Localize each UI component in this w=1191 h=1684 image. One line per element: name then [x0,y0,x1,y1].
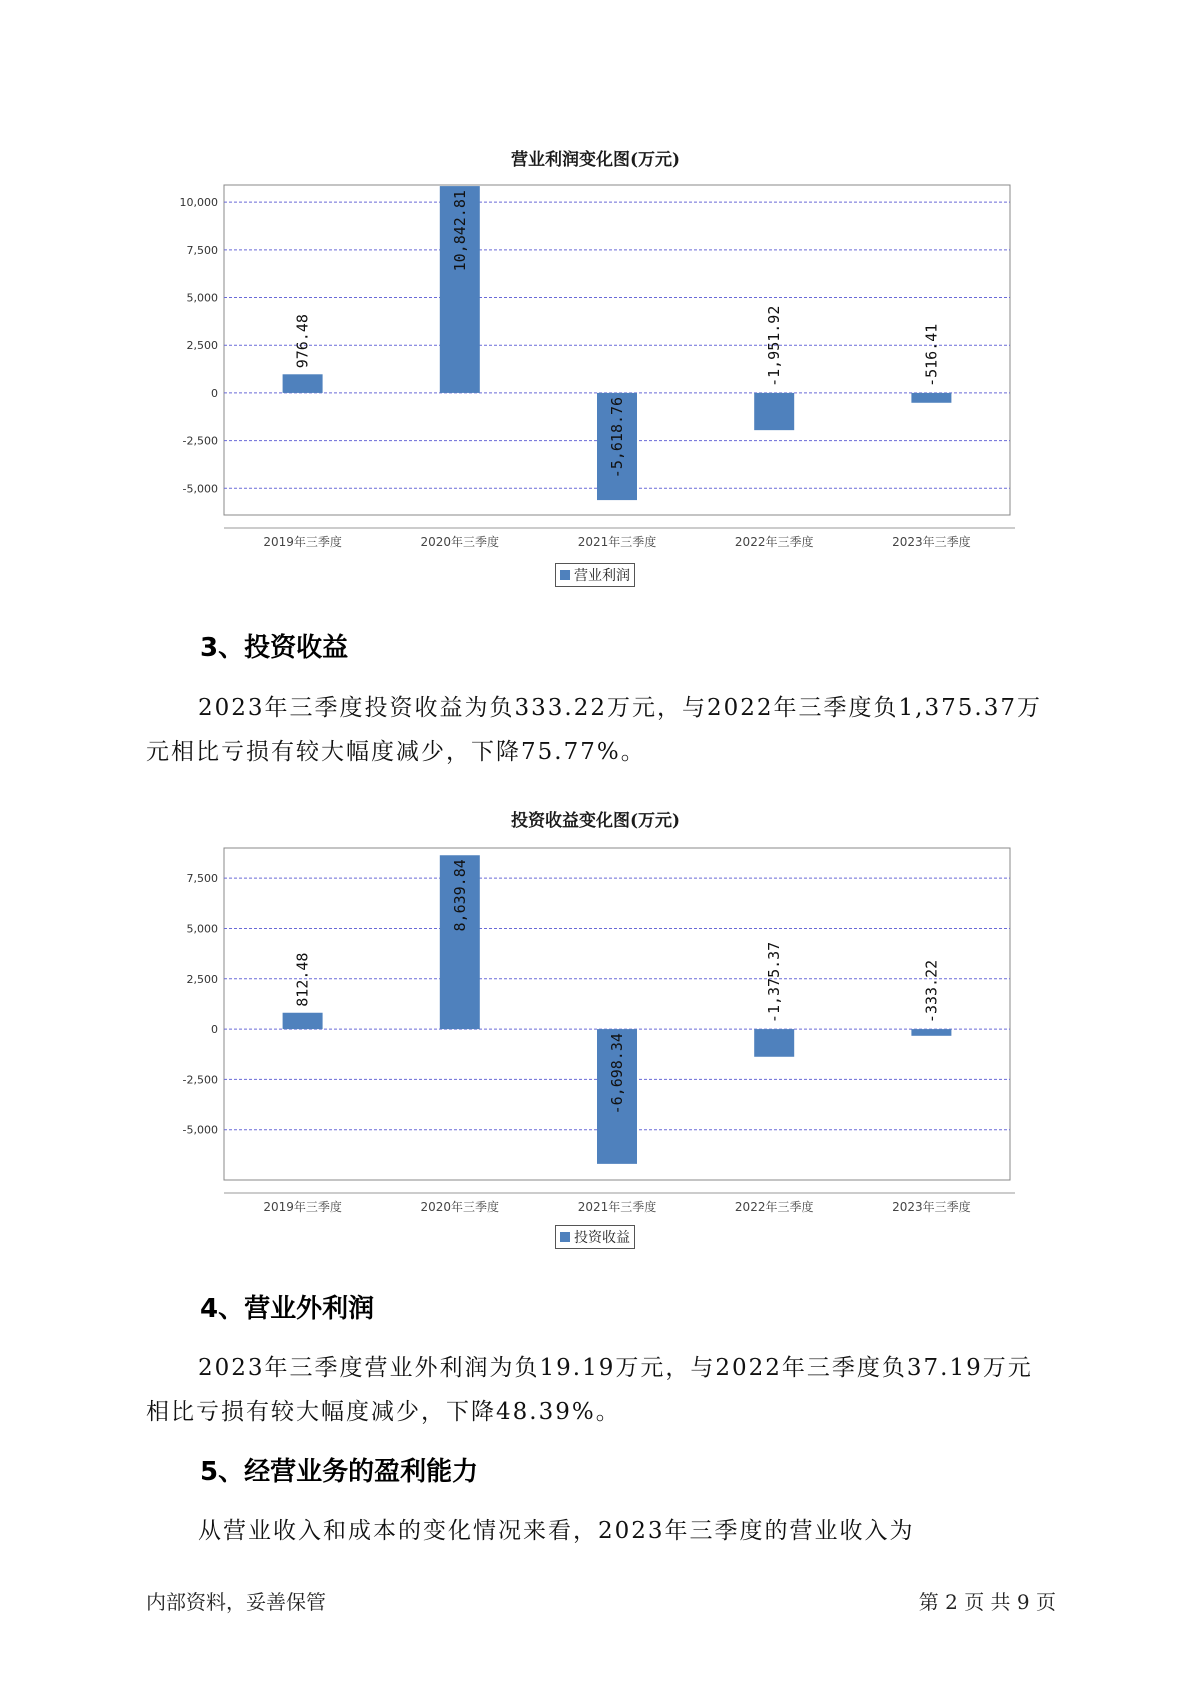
section4-heading: 4、营业外利润 [200,1294,375,1324]
chart2-plot [0,843,1191,1214]
chart1-ytick-label: -5,000 [182,482,218,496]
chart2-ytick-label: 7,500 [186,872,218,886]
section5-text: 从营业收入和成本的变化情况来看，2023年三季度的营业收入为 [198,1518,915,1544]
chart2-value-label: -333.22 [922,959,941,1024]
chart2-category-label: 2023年三季度 [892,1200,971,1214]
chart2-ytick-label: 5,000 [186,922,218,936]
section5-paragraph [146,1509,1046,1553]
section4-paragraph [146,1346,1046,1434]
chart2-category-label: 2022年三季度 [734,1200,814,1214]
chart1-category-label: 2019年三季度 [263,535,342,549]
chart2-category-label: 2021年三季度 [577,1200,657,1214]
chart2-bar [911,1029,951,1036]
chart2-legend [555,1225,635,1249]
chart2-value-label: -1,375.37 [765,941,784,1024]
chart1-plot [0,180,1191,549]
chart2-value-label: 812.48 [293,952,312,1007]
chart1-category-label: 2021年三季度 [577,535,657,549]
chart1-bar [283,374,323,393]
chart1-legend-label: 营业利润 [574,568,630,584]
chart1-value-label: -516.41 [922,323,941,387]
chart1-legend [555,563,635,587]
chart1-ytick-label: 5,000 [186,291,218,305]
chart1-value-label: -1,951.92 [765,305,784,387]
chart2-ytick-label: 0 [211,1023,218,1037]
chart2-ytick-label: -5,000 [182,1123,218,1137]
legend-swatch-icon [560,1232,570,1242]
chart2-title: 投资收益变化图(万元) [510,811,681,831]
chart1-ytick-label: -2,500 [182,434,218,448]
chart2-ytick-label: 2,500 [186,972,218,986]
chart2-category-label: 2019年三季度 [263,1200,342,1214]
section4-text: 2023年三季度营业外利润为负19.19万元，与2022年三季度负37.19万元相比亏损有较大幅度减少，下降48.39%。 [146,1355,1033,1425]
chart2-legend-label: 投资收益 [574,1230,630,1246]
chart1-title: 营业利润变化图(万元) [510,150,681,170]
chart2-bar [283,1013,323,1029]
section5-heading: 5、经营业务的盈利能力 [200,1457,479,1487]
chart1-bar [754,393,794,430]
chart1-ytick-label: 7,500 [186,243,218,257]
section3-heading: 3、投资收益 [200,633,349,663]
chart2-value-label: 8,639.84 [450,859,469,932]
chart1-category-label: 2022年三季度 [734,535,814,549]
chart2-category-label: 2020年三季度 [420,1200,500,1214]
chart2-ytick-label: -2,500 [182,1073,218,1087]
chart1-ytick-label: 0 [211,386,218,400]
section3-paragraph [146,686,1046,774]
chart1-ytick-label: 2,500 [186,339,218,353]
chart2-bar [754,1029,794,1057]
chart1-category-label: 2023年三季度 [892,535,971,549]
chart1-category-label: 2020年三季度 [420,535,500,549]
chart1-bar [911,393,951,403]
chart1-value-label: 10,842.81 [450,190,469,272]
chart1-value-label: 976.48 [293,314,312,369]
chart1-ytick-label: 10,000 [179,196,218,210]
section3-text: 2023年三季度投资收益为负333.22万元，与2022年三季度负1,375.37万元相比亏损有较大幅度减少，下降75.77%。 [146,695,1042,765]
footer-page-number: 第 2 页 共 9 页 [918,1590,1056,1614]
footer-confidential: 内部资料，妥善保管 [146,1590,326,1614]
chart1-value-label: -5,618.76 [608,396,626,479]
legend-swatch-icon [560,570,570,580]
chart2-value-label: -6,698.34 [608,1033,626,1115]
